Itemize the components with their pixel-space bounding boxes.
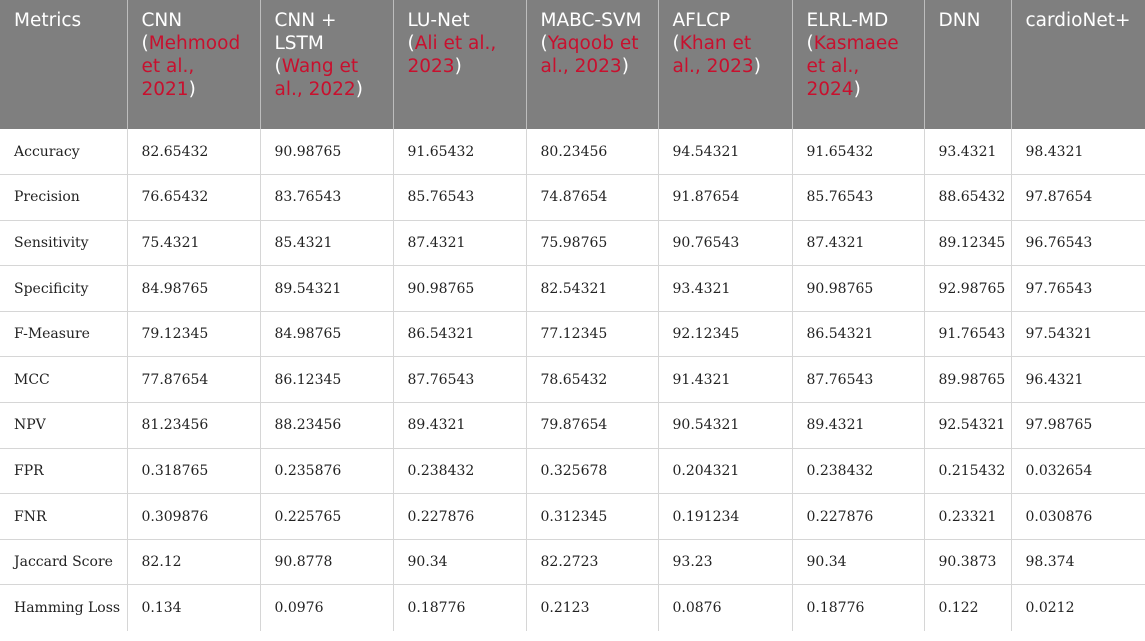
citation-close: ) xyxy=(454,56,462,77)
metric-value-cell: 0.191234 xyxy=(658,494,792,540)
metric-value-cell: 0.225765 xyxy=(260,494,393,540)
metric-value-cell: 79.87654 xyxy=(526,403,658,449)
metric-value-cell: 91.76543 xyxy=(924,311,1011,357)
metric-value-cell: 90.3873 xyxy=(924,539,1011,585)
metric-value-cell: 90.98765 xyxy=(260,129,393,175)
citation-close: ) xyxy=(621,56,629,77)
header-col-name: cardioNet+ xyxy=(1025,10,1131,31)
metric-value-cell: 75.98765 xyxy=(526,220,658,266)
metric-value-cell: 86.54321 xyxy=(393,311,526,357)
metric-label: FPR xyxy=(0,448,127,494)
citation-open: ( xyxy=(540,33,548,54)
citation-link[interactable]: Yaqoob et al., 2023 xyxy=(540,33,639,77)
metric-value-cell: 86.54321 xyxy=(792,311,924,357)
metric-value-cell: 77.87654 xyxy=(127,357,260,403)
citation-close: ) xyxy=(188,79,196,100)
metric-label: Jaccard Score xyxy=(0,539,127,585)
header-col-name: LU-Net xyxy=(407,10,470,31)
header-col-cardionet-plus xyxy=(1011,0,1145,129)
metric-value-cell: 87.4321 xyxy=(792,220,924,266)
metric-value-cell: 0.215432 xyxy=(924,448,1011,494)
table-header xyxy=(0,0,1145,129)
header-col-cnn-lstm xyxy=(260,0,393,129)
header-col-aflcp xyxy=(658,0,792,129)
metric-label: Accuracy xyxy=(0,129,127,175)
header-col-name: MABC-SVM xyxy=(540,10,642,31)
citation-open: ( xyxy=(274,56,282,77)
metric-value-cell: 93.4321 xyxy=(658,266,792,312)
metric-value-cell: 90.76543 xyxy=(658,220,792,266)
metric-value-cell: 74.87654 xyxy=(526,175,658,221)
header-col-mabc-svm xyxy=(526,0,658,129)
metric-value-cell: 89.54321 xyxy=(260,266,393,312)
metric-value-cell: 97.98765 xyxy=(1011,403,1145,449)
metric-value-cell: 86.12345 xyxy=(260,357,393,403)
metric-value-cell: 92.98765 xyxy=(924,266,1011,312)
metric-value-cell: 0.0876 xyxy=(658,585,792,631)
metric-value-cell: 0.122 xyxy=(924,585,1011,631)
metric-value-cell: 89.4321 xyxy=(393,403,526,449)
header-col-lu-net xyxy=(393,0,526,129)
metric-value-cell: 91.4321 xyxy=(658,357,792,403)
metric-value-cell: 96.4321 xyxy=(1011,357,1145,403)
metric-value-cell: 81.23456 xyxy=(127,403,260,449)
metric-value-cell: 0.235876 xyxy=(260,448,393,494)
citation-link[interactable]: Ali et al., 2023 xyxy=(407,33,497,77)
metric-value-cell: 0.309876 xyxy=(127,494,260,540)
metric-value-cell: 92.12345 xyxy=(658,311,792,357)
metric-label: Hamming Loss xyxy=(14,599,121,616)
metric-value-cell: 0.227876 xyxy=(792,494,924,540)
citation-link[interactable]: Wang et al., 2022 xyxy=(274,56,359,100)
table-row xyxy=(0,585,1145,631)
metric-value-cell: 85.76543 xyxy=(792,175,924,221)
metric-value-cell: 84.98765 xyxy=(127,266,260,312)
header-metrics xyxy=(0,0,127,129)
metric-value-cell: 87.4321 xyxy=(393,220,526,266)
metric-label: MCC xyxy=(0,357,127,403)
metric-value-cell: 82.12 xyxy=(127,539,260,585)
header-row xyxy=(0,0,1145,129)
metric-label: Precision xyxy=(0,175,127,221)
table-row xyxy=(0,357,1145,403)
metric-value-cell: 0.318765 xyxy=(127,448,260,494)
table-row xyxy=(0,494,1145,540)
metric-value-cell: 0.030876 xyxy=(1011,494,1145,540)
citation-open: ( xyxy=(141,33,149,54)
metric-value-cell: 88.65432 xyxy=(924,175,1011,221)
metric-value-cell: 0.0976 xyxy=(260,585,393,631)
metric-value-cell: 0.18776 xyxy=(792,585,924,631)
metric-value-cell: 87.76543 xyxy=(792,357,924,403)
metric-value-cell: 97.54321 xyxy=(1011,311,1145,357)
metric-value-cell: 82.54321 xyxy=(526,266,658,312)
header-col-elrl-md xyxy=(792,0,924,129)
metric-value-cell: 97.76543 xyxy=(1011,266,1145,312)
metric-value-cell: 0.325678 xyxy=(526,448,658,494)
metric-value-cell: 89.12345 xyxy=(924,220,1011,266)
metric-value-cell: 91.65432 xyxy=(792,129,924,175)
metric-value-cell: 88.23456 xyxy=(260,403,393,449)
metric-value-cell: 98.374 xyxy=(1011,539,1145,585)
citation-close: ) xyxy=(355,79,363,100)
header-col-name: ELRL-MD xyxy=(806,10,889,31)
metric-label: Specificity xyxy=(0,266,127,312)
metric-value-cell: 0.312345 xyxy=(526,494,658,540)
metric-value-cell: 0.238432 xyxy=(393,448,526,494)
metric-value-cell: 89.98765 xyxy=(924,357,1011,403)
metric-value-cell: 90.34 xyxy=(792,539,924,585)
metric-value-cell: 98.4321 xyxy=(1011,129,1145,175)
metric-value-cell: 0.0212 xyxy=(1011,585,1145,631)
header-metrics-label: Metrics xyxy=(14,10,82,31)
header-col-dnn xyxy=(924,0,1011,129)
table-row xyxy=(0,220,1145,266)
header-col-name: AFLCP xyxy=(672,10,731,31)
metric-value-cell: 87.76543 xyxy=(393,357,526,403)
metric-value-cell: 93.4321 xyxy=(924,129,1011,175)
metric-value-cell: 0.227876 xyxy=(393,494,526,540)
metric-label: NPV xyxy=(0,403,127,449)
metric-value-cell: 91.65432 xyxy=(393,129,526,175)
header-col-name: CNN xyxy=(141,10,183,31)
metric-value-cell: 76.65432 xyxy=(127,175,260,221)
metric-value-cell: 0.23321 xyxy=(924,494,1011,540)
metric-value-cell: 94.54321 xyxy=(658,129,792,175)
metric-value-cell: 0.238432 xyxy=(792,448,924,494)
citation-close: ) xyxy=(753,56,761,77)
metric-value-cell: 0.18776 xyxy=(393,585,526,631)
metric-value-cell: 93.23 xyxy=(658,539,792,585)
metric-value-cell: 90.8778 xyxy=(260,539,393,585)
metric-label: Sensitivity xyxy=(0,220,127,266)
table-row xyxy=(0,448,1145,494)
citation-link[interactable]: Khan et al., 2023 xyxy=(672,33,754,77)
citation-open: ( xyxy=(806,33,814,54)
table-row xyxy=(0,311,1145,357)
citation-link[interactable]: Kasmaee et al., 2024 xyxy=(806,33,899,100)
metric-value-cell: 91.87654 xyxy=(658,175,792,221)
metric-value-cell: 75.4321 xyxy=(127,220,260,266)
metric-value-cell: 85.4321 xyxy=(260,220,393,266)
metric-value-cell: 79.12345 xyxy=(127,311,260,357)
metric-value-cell: 90.54321 xyxy=(658,403,792,449)
metric-value-cell: 77.12345 xyxy=(526,311,658,357)
metric-value-cell: 82.2723 xyxy=(526,539,658,585)
metric-value-cell: 80.23456 xyxy=(526,129,658,175)
table-body xyxy=(0,129,1145,631)
table-row xyxy=(0,129,1145,175)
table-row xyxy=(0,266,1145,312)
metric-value-cell: 0.134 xyxy=(127,585,260,631)
metric-value-cell: 83.76543 xyxy=(260,175,393,221)
citation-open: ( xyxy=(672,33,680,54)
table-row xyxy=(0,539,1145,585)
citation-link[interactable]: Mehmood et al., 2021 xyxy=(141,33,241,100)
metric-value-cell: 90.98765 xyxy=(792,266,924,312)
metric-value-cell: 0.2123 xyxy=(526,585,658,631)
metric-value-cell: 82.65432 xyxy=(127,129,260,175)
metric-label: FNR xyxy=(0,494,127,540)
metric-value-cell: 89.4321 xyxy=(792,403,924,449)
metric-value-cell: 78.65432 xyxy=(526,357,658,403)
citation-open: ( xyxy=(407,33,415,54)
metric-value-cell: 0.032654 xyxy=(1011,448,1145,494)
citation-close: ) xyxy=(853,79,861,100)
metric-label: F-Measure xyxy=(0,311,127,357)
metric-value-cell: 90.98765 xyxy=(393,266,526,312)
header-col-cnn xyxy=(127,0,260,129)
metric-value-cell: 97.87654 xyxy=(1011,175,1145,221)
header-col-name: CNN + LSTM xyxy=(274,10,337,54)
table-row xyxy=(0,175,1145,221)
metric-value-cell: 90.34 xyxy=(393,539,526,585)
metric-value-cell: 85.76543 xyxy=(393,175,526,221)
table-row xyxy=(0,403,1145,449)
metric-value-cell: 92.54321 xyxy=(924,403,1011,449)
header-col-name: DNN xyxy=(938,10,981,31)
metric-value-cell: 84.98765 xyxy=(260,311,393,357)
metric-value-cell: 96.76543 xyxy=(1011,220,1145,266)
metric-value-cell: 0.204321 xyxy=(658,448,792,494)
